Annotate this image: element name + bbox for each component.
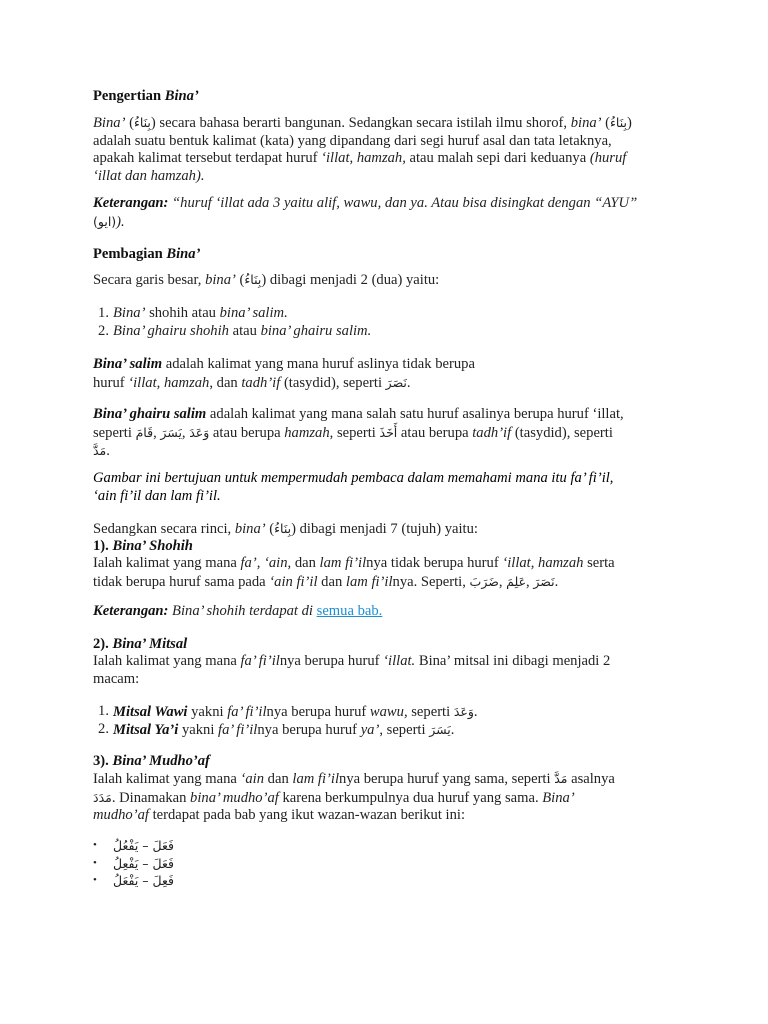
arabic-binaa: بِنَاءُ (610, 115, 627, 130)
list-item (93, 872, 673, 890)
keterangan-bina-shohih: Keterangan: Bina’ shohih terdapat di semua bab. (93, 603, 383, 619)
arabic-nashara: نَصَرَ (385, 374, 407, 390)
list-item: 2. Mitsal Ya’i yakni fa’ fi’ilnya berupa huruf ya’, seperti يَسَرَ. (98, 720, 455, 738)
arabic-binaa: بِنَاءُ (244, 272, 262, 287)
arabic-wa3ada: وَعَدَ (453, 704, 474, 719)
heading-pengertian-bina: Pengertian Bina’ (93, 88, 199, 104)
arabic-madda: مَدَّ (554, 771, 568, 786)
list-item (93, 855, 673, 873)
arabic-yasara: يَسَرَ (160, 424, 182, 440)
list-item: 2. Bina’ ghairu shohih atau bina’ ghairu salim. (98, 322, 372, 339)
arabic-binaa: بِنَاءُ (133, 115, 151, 130)
arabic-madda: مَدَّ (93, 443, 107, 458)
arabic-maddada: مَدَدَ (93, 789, 112, 805)
arabic-alima: عَلِمَ (506, 573, 527, 589)
arabic-yasara: يَسَرَ (429, 721, 451, 737)
arabic-binaa: بِنَاءُ (274, 521, 292, 536)
paragraph-bina-shohih: Ialah kalimat yang mana fa’, ‘ain, dan lam fi’ilnya tidak berupa huruf ‘illat, hamzah serta tidak berupa huruf sama pada ‘ain fi’il dan lam fi’ilnya. Seperti, ضَرَبَ, عَلِمَ, نَصَرَ. (93, 555, 615, 590)
keterangan-huruf-illat: Keterangan: “huruf ‘illat ada 3 yaitu alif, wawu, dan ya. Atau bisa disingkat dengan “AYU” (ايو)). (93, 195, 638, 230)
list-item: 1. Mitsal Wawi yakni fa’ fi’ilnya berupa huruf wawu, seperti وَعَدَ. (98, 703, 478, 720)
arabic-ayu: (ايو) (93, 213, 117, 229)
heading-bina-mitsal: 2). Bina’ Mitsal (93, 636, 188, 652)
semua-bab-link[interactable]: semua bab. (316, 603, 383, 619)
arabic-akhadza: أَخَذَ (379, 424, 398, 440)
list-wazan (93, 837, 673, 890)
heading-pembagian-bina: Pembagian Bina’ (93, 246, 201, 262)
list-pembagian-dua (98, 305, 673, 340)
list-mitsal (98, 703, 673, 738)
heading-bina-shohih: 1). Bina’ Shohih (93, 538, 193, 554)
paragraph-pengertian: Bina’ (بِنَاءُ) secara bahasa berarti bangunan. Sedangkan secara istilah ilmu shorof, bina’ (بِنَاءُ) adalah suatu bentuk kalimat (kata) yang dipandang dari segi huruf asal dan tata letaknya, apakah kalimat tersebut terdapat huruf ‘illat, hamzah, atau malah sepi dari keduanya (huruf ‘illat dan hamzah). (93, 115, 632, 184)
bullet-icon: • (93, 839, 97, 851)
list-item: 1. Bina’ shohih atau bina’ salim. (98, 305, 288, 321)
arabic-nashara: نَصَرَ (533, 573, 555, 589)
heading-bina-mudhoaf: 3). Bina’ Mudho’af (93, 753, 210, 769)
arabic-wa3ada: وَعَدَ (189, 424, 210, 440)
arabic-dharaba: ضَرَبَ (469, 573, 499, 589)
arabic-wazan: فَعَلَ – يَفْعِلُ (113, 855, 174, 871)
paragraph-bina-salim: Bina’ salim adalah kalimat yang mana huruf aslinya tidak berupa huruf ‘illat, hamzah, dan tadh’if (tasydid), seperti نَصَرَ. (93, 356, 475, 391)
paragraph-bina-mitsal: Ialah kalimat yang mana fa’ fi’ilnya berupa huruf ‘illat. Bina’ mitsal ini dibagi menjadi 2 macam: (93, 653, 611, 687)
paragraph-bina-ghairu-salim: Bina’ ghairu salim adalah kalimat yang mana salah satu huruf asalinya berupa huruf ‘illat, seperti قَامَ, يَسَرَ, وَعَدَ atau berupa hamzah, seperti أَخَذَ atau berupa tadh’if (tasydid), seperti مَدَّ. (93, 406, 624, 459)
arabic-wazan: فَعَلَ – يَفْعُلُ (113, 838, 174, 853)
arabic-wazan: فَعِلَ – يَفْعَلُ (113, 873, 174, 888)
paragraph-garis-besar: Secara garis besar, bina’ (بِنَاءُ) dibagi menjadi 2 (dua) yaitu: (93, 272, 440, 288)
bullet-icon: • (93, 874, 97, 886)
paragraph-bina-mudhoaf: Ialah kalimat yang mana ‘ain dan lam fi’ilnya berupa huruf yang sama, seperti مَدَّ asalnya مَدَدَ. Dinamakan bina’ mudho’af karena berkumpulnya dua huruf yang sama. Bina’ mudho’af terdapat pada bab yang ikut wazan-wazan berikut ini: (93, 771, 615, 823)
arabic-qaama: قَامَ (135, 424, 154, 440)
caption-gambar: Gambar ini bertujuan untuk mempermudah pembaca dalam memahami mana itu fa’ fi’il, ‘ain fi’il dan lam fi’il. (93, 470, 614, 504)
paragraph-secara-rinci: Sedangkan secara rinci, bina’ (بِنَاءُ) dibagi menjadi 7 (tujuh) yaitu: (93, 521, 478, 537)
bullet-icon: • (93, 856, 97, 869)
list-item (93, 837, 673, 855)
